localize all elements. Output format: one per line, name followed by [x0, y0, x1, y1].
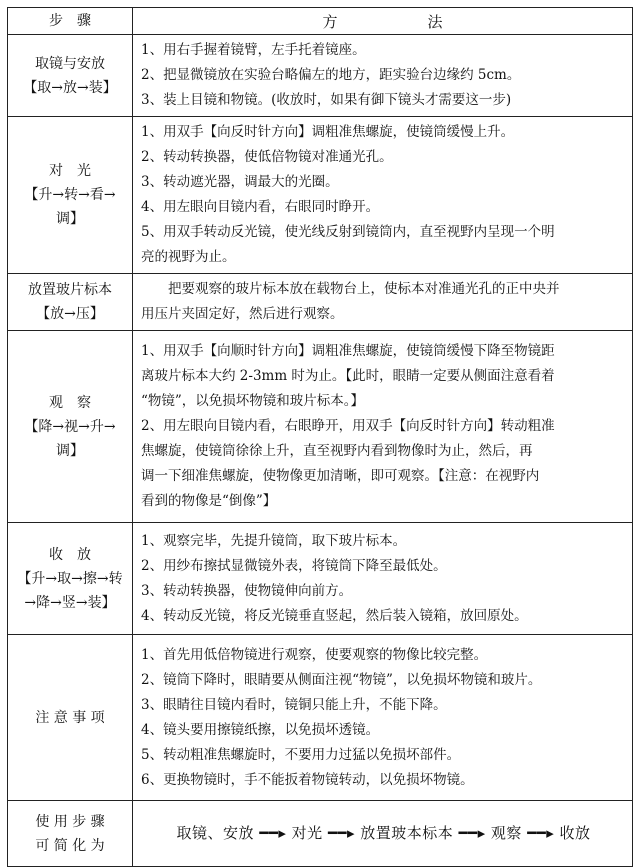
list-item: 3、装上目镜和物镜。(收放时，如果有御下镜头才需要这一步): [141, 92, 512, 108]
list-item: 2、用左眼向目镜内看，右眼睁开，用双手【向反时针方向】转动粗准: [141, 418, 555, 434]
method-cell: [133, 35, 633, 117]
step-title: 观 察 【降→视→升→ 调】: [8, 331, 133, 523]
list-item: 2、转动转换器，使低倍物镜对准通光孔。: [141, 149, 393, 165]
method-cell: [133, 635, 633, 801]
list-item: 看到的物像是“倒像”】: [141, 493, 277, 509]
row-take-and-place: [8, 35, 633, 117]
list-item: 1、首先用低倍物镜进行观察，使要观察的物像比较完整。: [141, 646, 488, 663]
list-item: “物镜”，以免损坏物镜和玻片标本。】: [141, 393, 365, 409]
microscope-procedure-table: [7, 7, 633, 867]
row-cautions: [8, 635, 633, 801]
step-title: 取镜与安放 【取→放→装】: [8, 35, 133, 117]
list-item: 亮的视野为止。: [141, 249, 236, 265]
list-item: 2、用纱布擦拭显微镜外表，将镜筒下降至最低处。: [141, 557, 447, 574]
list-item: 1、用双手【向顺时针方向】调粗准焦螺旋，使镜筒缓慢下降至物镜距: [141, 343, 555, 359]
list-item: 6、更换物镜时，手不能扳着物镜转动，以免损坏物镜。: [141, 771, 474, 788]
list-item: 3、转动转换器，使物镜伸向前方。: [141, 582, 353, 599]
list-item: 调一下细准焦螺旋，使物像更加清晰，即可观察。【注意：在视野内: [141, 468, 540, 484]
method-cell: [133, 117, 633, 274]
list-item: 4、用左眼向目镜内看，右眼同时睁开。: [141, 199, 380, 215]
step-title: 对 光 【升→转→看→ 调】: [8, 117, 133, 274]
method-cell: [133, 331, 633, 523]
list-item: 5、转动粗准焦螺旋时，不要用力过猛以免损坏部件。: [141, 746, 461, 763]
step-title: 放置玻片标本 【放→压】: [8, 274, 133, 331]
list-item: 2、把显微镜放在实验台略偏左的地方，距实验台边缘约 5cm。: [141, 67, 521, 83]
list-item: 离玻片标本大约 2-3mm 时为止。【此时，眼睛一定要从侧面注意看着: [141, 368, 555, 384]
list-item: 3、眼睛往目镜内看时，镜铜只能上升，不能下降。: [141, 696, 447, 713]
header-step: 步 骤: [8, 8, 133, 35]
method-cell: [133, 274, 633, 331]
row-summary: [8, 801, 633, 867]
header-method: 方 法: [133, 8, 633, 35]
list-item: 1、用双手【向反时针方向】调粗准焦螺旋，使镜筒缓慢上升。: [141, 124, 515, 140]
list-item: 1、用右手握着镜臂，左手托着镜座。: [141, 42, 366, 58]
list-item: 1、观察完毕，先提升镜筒，取下玻片标本。: [141, 532, 407, 549]
step-title: 收 放 【升→取→擦→转 →降→竖→装】: [8, 523, 133, 635]
row-put-away: [8, 523, 633, 635]
step-title: 注 意 事 项: [8, 635, 133, 801]
list-item: 4、镜头要用擦镜纸擦，以免损坏透镜。: [141, 721, 380, 738]
summary-flow: 取镜、安放 ━━▸ 对光 ━━▸ 放置玻本标本 ━━▸ 观察 ━━▸ 收放: [133, 801, 633, 867]
paragraph-line: 用压片夹固定好，然后进行观察。: [141, 306, 344, 322]
list-item: 5、用双手转动反光镜，使光线反射到镜筒内，直至视野内呈现一个明: [141, 224, 555, 240]
row-place-slide: [8, 274, 633, 331]
paragraph-line: 把要观察的玻片标本放在载物台上，使标本对准通光孔的正中央并: [168, 281, 560, 297]
list-item: 2、镜筒下降时，眼睛要从侧面注视“物镜”，以免损坏物镜和玻片。: [141, 671, 542, 688]
row-light-adjust: [8, 117, 633, 274]
list-item: 4、转动反光镜，将反光镜垂直竖起，然后装入镜箱，放回原处。: [141, 607, 528, 624]
list-item: 3、转动遮光器，调最大的光圈。: [141, 174, 339, 190]
method-cell: [133, 523, 633, 635]
step-title: 使 用 步 骤 可 简 化 为: [8, 801, 133, 867]
list-item: 焦螺旋，使镜筒徐徐上升，直至视野内看到物像时为止，然后，再: [141, 443, 533, 459]
row-observe: [8, 331, 633, 523]
header-row: [8, 8, 633, 35]
